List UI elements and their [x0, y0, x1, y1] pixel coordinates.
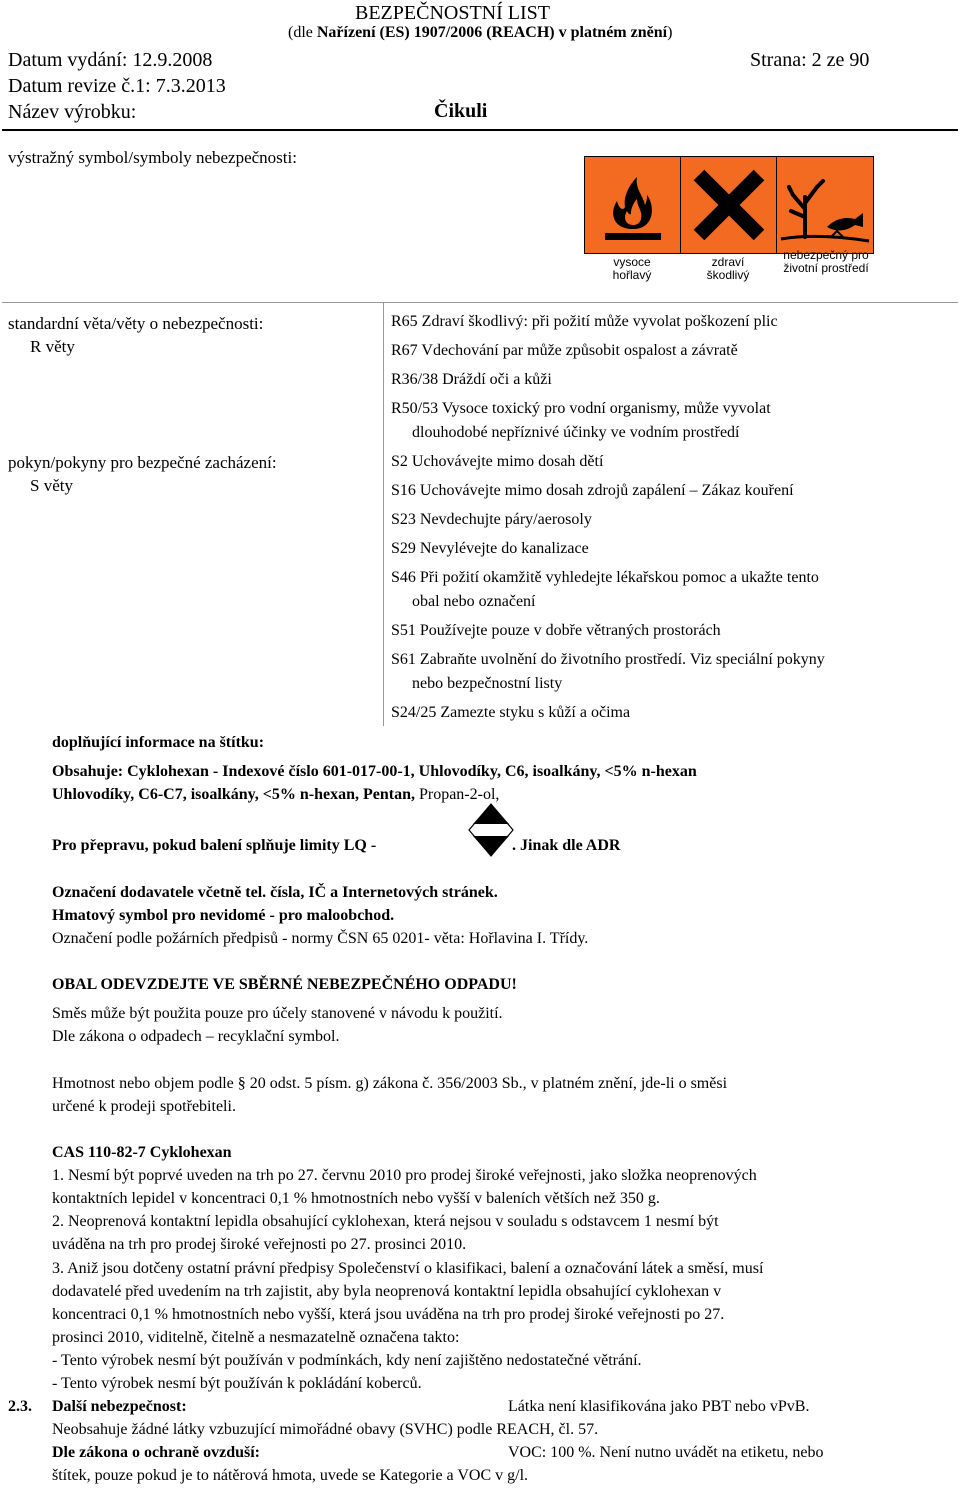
product-label: Název výrobku: — [8, 101, 137, 123]
r-phrases-sublabel: R věty — [30, 337, 75, 356]
cas-line: 1. Nesmí být poprvé uveden na trh po 27. červnu 2010 pro prodej široké veřejnosti, jako složka neoprenových — [52, 1167, 757, 1184]
usage-note: Směs může být použita pouze pro účely stanovené v návodu k použití. — [52, 1005, 503, 1022]
page-number — [750, 49, 869, 72]
air-protection-continuation: štítek, pouze pokud je to nátěrová hmota, uvede se Kategorie a VOC v g/l. — [52, 1467, 529, 1484]
r-phrase: R65 Zdraví škodlivý: při požití může vyvolat poškození plic — [391, 313, 778, 330]
subtitle-suffix: ) — [667, 24, 673, 41]
cas-line: - Tento výrobek nesmí být používán v podmínkách, kdy není zajištěno nedostatečné větrání. — [52, 1352, 642, 1369]
supplementary-label: doplňující informace na štítku: — [52, 734, 265, 751]
symbol-label-line: hořlavý — [612, 268, 652, 282]
s-phrase: S46 Při požití okamžitě vyhledejte lékařskou pomoc a ukažte tento — [391, 569, 819, 586]
product-name: Čikuli — [434, 100, 488, 122]
symbol-label-line: životní prostředí — [783, 261, 869, 275]
subtitle-prefix: (dle — [288, 24, 317, 41]
symbols-label: výstražný symbol/symboly nebezpečnosti: — [8, 148, 297, 167]
subtitle-regulation: Nařízení (ES) 1907/2006 (REACH) v platném znění — [316, 24, 668, 41]
cas-line: prosinci 2010, viditelně, čitelně a nesmazatelně označena takto: — [52, 1329, 460, 1346]
cas-line: kontaktních lepidel v koncentraci 0,1 % hmotnostních nebo vyšší v baleních větších než 350 g. — [52, 1190, 660, 1207]
s-phrase-continuation: obal nebo označení — [412, 593, 536, 610]
r-phrase: R50/53 Vysoce toxický pro vodní organismy, může vyvolat — [391, 400, 771, 417]
tactile-symbol-note: Hmatový symbol pro nevidomé - pro maloobchod. — [52, 907, 395, 924]
s-phrase: S16 Uchovávejte mimo dosah zdrojů zapálení – Zákaz kouření — [391, 482, 794, 499]
r-phrase: R36/38 Dráždí oči a kůži — [391, 371, 552, 388]
r-phrase-continuation: dlouhodobé nepříznivé účinky ve vodním prostředí — [412, 424, 740, 441]
air-protection-value: VOC: 100 %. Není nutno uvádět na etiketu, nebo — [508, 1444, 824, 1461]
cas-line: 3. Aniž jsou dotčeny ostatní právní předpisy Společenství o klasifikaci, balení a označování látek a směsí, musí — [52, 1260, 764, 1277]
contains-line — [52, 786, 499, 804]
r-phrase: R67 Vdechování par může způsobit ospalost a závratě — [391, 342, 738, 359]
symbol-label-line: škodlivý — [706, 268, 750, 282]
fire-regulation-note: Označení podle požárních předpisů - normy ČSN 65 0201- věta: Hořlavina I. Třídy. — [52, 930, 589, 947]
symbol-label-line: zdraví — [711, 255, 745, 269]
page-total: 90 — [849, 49, 870, 71]
cas-line: uváděna na trh pro prodej široké veřejnosti po 27. prosinci 2010. — [52, 1236, 467, 1253]
symbol-label-environment — [772, 249, 880, 275]
contains-bold: Uhlovodíky, C6-C7, isoalkány, <5% n-hexan, Pentan, — [52, 786, 415, 803]
page-label: Strana: 2 ze — [750, 49, 845, 71]
symbol-label-harmful — [680, 256, 776, 282]
s-phrase: S2 Uchovávejte mimo dosah dětí — [391, 453, 604, 470]
s-phrases-label: pokyn/pokyny pro bezpečné zacházení: — [8, 453, 277, 472]
other-hazards-label: Další nebezpečnost: — [52, 1398, 187, 1415]
cas-heading: CAS 110-82-7 Cyklohexan — [52, 1144, 232, 1161]
weight-note: Hmotnost nebo objem podle § 20 odst. 5 písm. g) zákona č. 356/2003 Sb., v platném znění, jde-li o směsi — [52, 1075, 728, 1092]
contains-normal: Propan-2-ol, — [414, 786, 500, 803]
s-phrase: S61 Zabraňte uvolnění do životního prostředí. Viz speciální pokyny — [391, 651, 825, 668]
s-phrase: S23 Nevdechujte páry/aerosoly — [391, 511, 592, 528]
cas-line: koncentraci 0,1 % hmotnostních nebo vyšší, která jsou uváděna na trh pro prodej široké veřejnosti po 27. — [52, 1306, 725, 1323]
flame-hazard-icon — [584, 156, 682, 254]
contains-line: Obsahuje: Cyklohexan - Indexové číslo 601-017-00-1, Uhlovodíky, C6, isoalkány, <5% n-hexan — [52, 763, 697, 780]
section-number: 2.3. — [8, 1398, 32, 1415]
revision-date: Datum revize č.1: 7.3.2013 — [8, 75, 226, 97]
svhc-note: Neobsahuje žádné látky vzbuzující mimořádné obavy (SVHC) podle REACH, čl. 57. — [52, 1421, 599, 1438]
transport-text-adr: . Jinak dle ADR — [512, 837, 621, 854]
s-phrase: S29 Nevylévejte do kanalizace — [391, 540, 589, 557]
environment-hazard-icon — [776, 156, 874, 254]
symbol-label-line: vysoce — [613, 255, 651, 269]
header-divider — [2, 129, 958, 131]
cas-line: dodavatelé před uvedením na trh zajistit, aby byla neoprenová kontaktní lepidla obsahující cyklohexan v — [52, 1283, 722, 1300]
air-protection-label: Dle zákona o ochraně ovzduší: — [52, 1444, 260, 1461]
table-column-divider — [383, 302, 384, 726]
cas-line: 2. Neoprenová kontaktní lepidla obsahující cyklohexan, která nejsou v souladu s odstavcem 1 nesmí být — [52, 1213, 719, 1230]
cas-line: - Tento výrobek nesmí být používán k pokládání koberců. — [52, 1375, 422, 1392]
symbol-label-line: nebezpečný pro — [783, 248, 869, 262]
recycling-note: Dle zákona o odpadech – recyklační symbol. — [52, 1028, 340, 1045]
waste-warning: OBAL ODEVZDEJTE VE SBĚRNÉ NEBEZPEČNÉHO ODPADU! — [52, 976, 517, 993]
s-phrase: S51 Používejte pouze v dobře větraných prostorách — [391, 622, 721, 639]
table-rule — [2, 302, 958, 303]
other-hazards-value: Látka není klasifikována jako PBT nebo vPvB. — [508, 1398, 810, 1415]
s-phrases-sublabel: S věty — [30, 476, 73, 495]
s-phrase: S24/25 Zamezte styku s kůží a očima — [391, 704, 631, 721]
supplier-marking: Označení dodavatele včetně tel. čísla, IČ a Internetových stránek. — [52, 884, 498, 901]
s-phrase-continuation: nebo bezpečnostní listy — [412, 675, 563, 692]
symbol-label-flammable — [584, 256, 680, 282]
regulation-subtitle — [288, 24, 672, 42]
r-phrases-label: standardní věta/věty o nebezpečnosti: — [8, 314, 264, 333]
transport-text: Pro přepravu, pokud balení splňuje limity LQ - — [52, 837, 377, 854]
weight-note-continuation: určené k prodeji spotřebiteli. — [52, 1098, 236, 1115]
x-cross-hazard-icon — [680, 156, 778, 254]
limited-quantity-icon — [467, 802, 515, 863]
issue-date: Datum vydání: 12.9.2008 — [8, 49, 213, 71]
document-title: BEZPEČNOSTNÍ LIST — [355, 2, 550, 24]
